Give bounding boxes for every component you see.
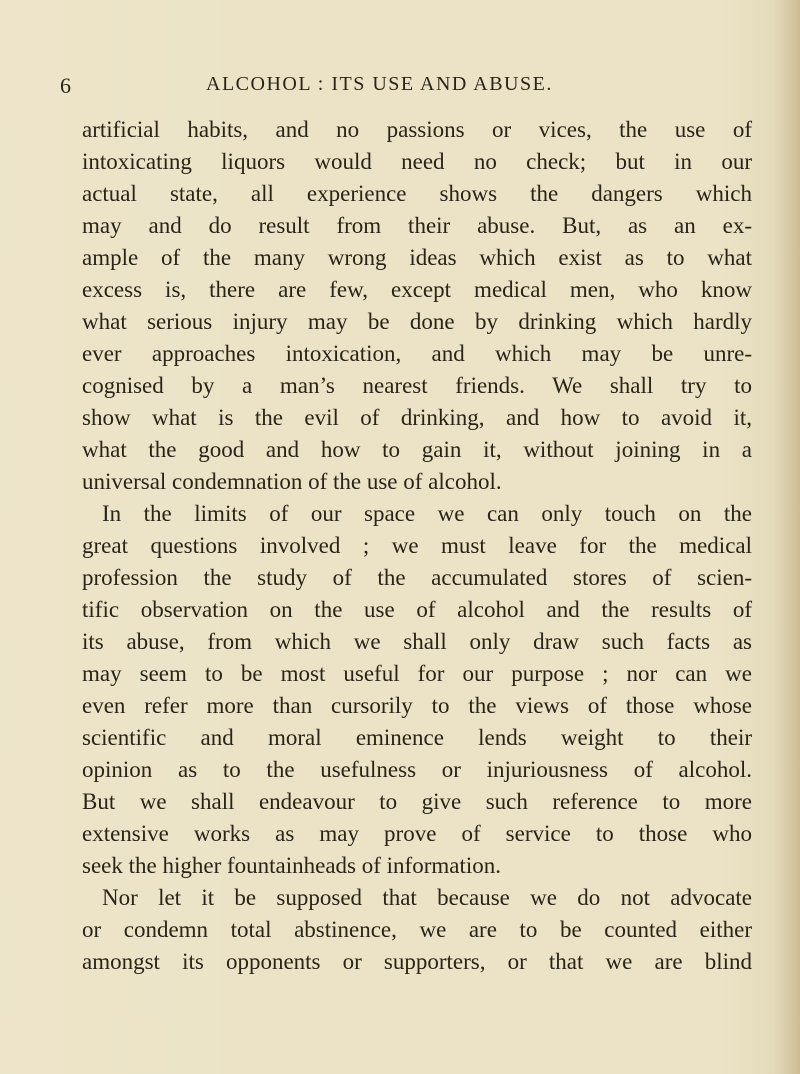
text-line: even refer more than cursorily to the views of those whose (82, 693, 752, 718)
text-line: profession the study of the accumulated stores of scien- (82, 565, 752, 590)
text-line: or condemn total abstinence, we are to be counted either (82, 917, 752, 942)
paragraph-1 (82, 114, 752, 498)
text-line: universal condemnation of the use of alcohol. (82, 469, 502, 494)
page-edge-shadow (774, 0, 800, 1074)
running-head (60, 73, 760, 107)
text-line: cognised by a man’s nearest friends. We shall try to (82, 373, 752, 398)
text-line: intoxicating liquors would need no check; but in our (82, 149, 752, 174)
body-text (82, 114, 752, 978)
paragraph-3 (82, 882, 752, 978)
text-line: amongst its opponents or supporters, or that we are blind (82, 949, 752, 974)
text-line: extensive works as may prove of service to those who (82, 821, 752, 846)
text-line: But we shall endeavour to give such reference to more (82, 789, 752, 814)
text-line: scientific and moral eminence lends weight to their (82, 725, 752, 750)
text-line: seek the higher fountainheads of information. (82, 853, 501, 878)
paragraph-2 (82, 498, 752, 882)
text-line: what the good and how to gain it, without joining in a (82, 437, 752, 462)
text-line: ever approaches intoxication, and which may be unre- (82, 341, 752, 366)
text-line: its abuse, from which we shall only draw such facts as (82, 629, 752, 654)
text-line: Nor let it be supposed that because we do not advocate (102, 885, 752, 910)
text-line: great questions involved ; we must leave for the medical (82, 533, 752, 558)
text-line: may seem to be most useful for our purpose ; nor can we (82, 661, 752, 686)
text-line: In the limits of our space we can only touch on the (102, 501, 752, 526)
page-number: 6 (60, 73, 71, 98)
running-title: ALCOHOL : ITS USE AND ABUSE. (206, 73, 553, 95)
text-line: excess is, there are few, except medical men, who know (82, 277, 752, 302)
text-line: actual state, all experience shows the dangers which (82, 181, 752, 206)
text-line: tific observation on the use of alcohol and the results of (82, 597, 752, 622)
text-line: ample of the many wrong ideas which exist as to what (82, 245, 752, 270)
text-line: artificial habits, and no passions or vices, the use of (82, 117, 752, 142)
text-line: show what is the evil of drinking, and how to avoid it, (82, 405, 752, 430)
text-line: may and do result from their abuse. But, as an ex- (82, 213, 752, 238)
text-line: what serious injury may be done by drinking which hardly (82, 309, 752, 334)
text-line: opinion as to the usefulness or injuriousness of alcohol. (82, 757, 752, 782)
